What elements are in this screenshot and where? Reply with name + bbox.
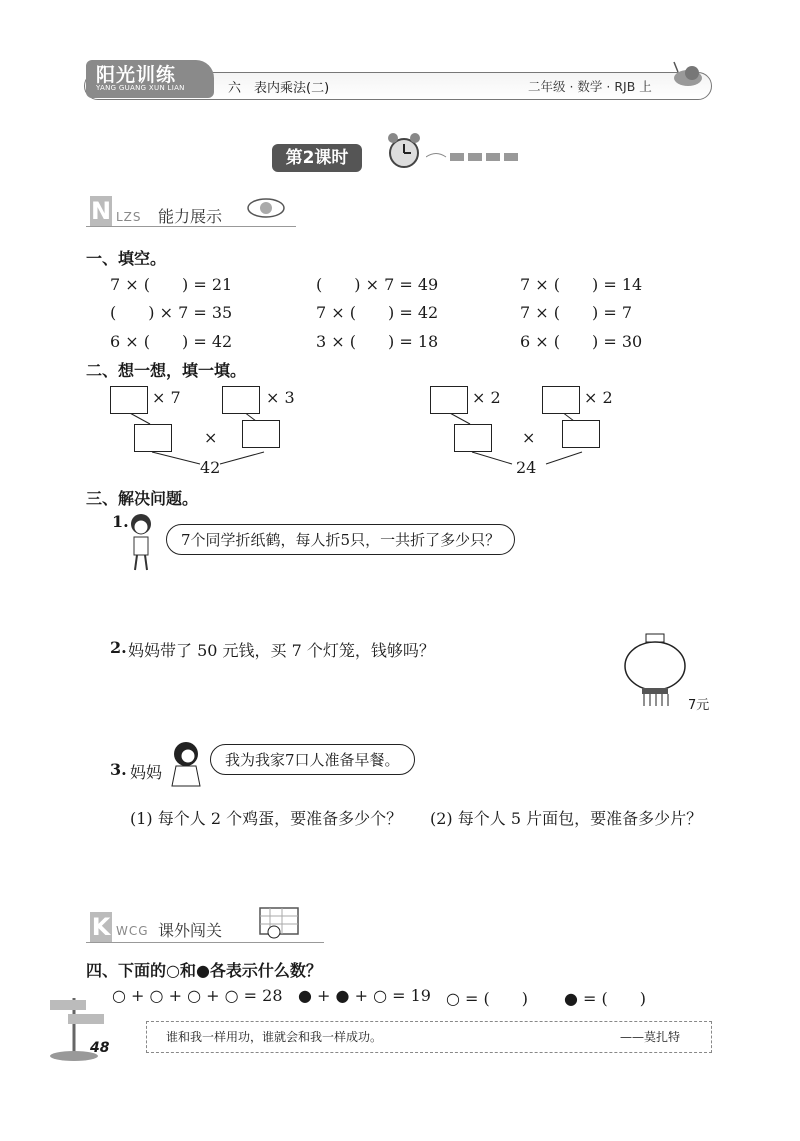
equation: ○ + ○ + ○ + ○ = 28 <box>112 986 283 1005</box>
answer-box[interactable] <box>110 386 148 414</box>
subquestion: (1) 每个人 2 个鸡蛋，要准备多少个？ <box>130 809 403 828</box>
section-code: WCG <box>116 924 149 938</box>
answer-blank[interactable]: ● = ( ) <box>564 989 647 1008</box>
snail-icon <box>668 58 708 88</box>
q1-r1-c1: 7 × ( ) = 21 <box>110 275 233 294</box>
decorative-dots <box>426 150 526 164</box>
answer-box[interactable] <box>222 386 260 414</box>
rocket-icon <box>244 190 290 224</box>
problem-number: 3. <box>110 760 127 779</box>
answer-box[interactable] <box>134 424 172 452</box>
problem-number: 1. <box>112 512 129 531</box>
lesson-title: 第2课时 <box>272 144 362 172</box>
section-letter: K <box>91 913 111 941</box>
answer-blank[interactable]: ○ = ( ) <box>446 989 529 1008</box>
q1-r2-c2: 7 × ( ) = 42 <box>316 303 439 322</box>
multiplier-label: × 3 <box>266 388 295 407</box>
product-label: 24 <box>516 458 537 477</box>
q1-r2-c3: 7 × ( ) = 7 <box>520 303 633 322</box>
answer-box[interactable] <box>542 386 580 414</box>
multiplier-label: × 7 <box>152 388 181 407</box>
subquestion: (2) 每个人 5 片面包，要准备多少片？ <box>430 809 703 828</box>
page-number: 48 <box>90 1040 110 1056</box>
section-title: 能力展示 <box>158 207 223 226</box>
times-sign: × <box>204 428 218 447</box>
lantern-icon <box>620 632 690 708</box>
speech-bubble: 我为我家7口人准备早餐。 <box>210 744 415 775</box>
answer-box[interactable] <box>430 386 468 414</box>
q1-r2-c1: ( ) × 7 = 35 <box>110 303 233 322</box>
price-label: 7元 <box>688 698 710 713</box>
q1-r1-c3: 7 × ( ) = 14 <box>520 275 643 294</box>
multiplier-label: × 2 <box>472 388 501 407</box>
answer-box[interactable] <box>242 420 280 448</box>
brand-pinyin: YANG GUANG XUN LIAN <box>96 84 185 92</box>
section-code: LZS <box>116 210 142 224</box>
quote-author: ——莫扎特 <box>620 1030 681 1044</box>
brand-logo <box>86 60 214 98</box>
problem-subject: 妈妈 <box>130 763 163 782</box>
grade-label: 二年级 · 数学 · RJB 上 <box>528 79 652 94</box>
answer-box[interactable] <box>454 424 492 452</box>
section-letter: N <box>90 197 112 225</box>
brand-title: 阳光训练 <box>96 64 177 86</box>
q3-heading: 三、解决问题。 <box>86 489 199 508</box>
q1-r1-c2: ( ) × 7 = 49 <box>316 275 439 294</box>
product-label: 42 <box>200 458 221 477</box>
multiplier-label: × 2 <box>584 388 613 407</box>
q4-heading: 四、下面的○和●各表示什么数？ <box>86 961 322 980</box>
q2-diagram-lines <box>100 380 720 480</box>
answer-box[interactable] <box>562 420 600 448</box>
speech-bubble: 7个同学折纸鹤，每人折5只，一共折了多少只？ <box>166 524 515 555</box>
q1-r3-c1: 6 × ( ) = 42 <box>110 332 233 351</box>
q2-heading: 二、想一想，填一填。 <box>86 361 247 380</box>
problem-text: 妈妈带了 50 元钱，买 7 个灯笼，钱够吗？ <box>128 641 435 660</box>
quote-text: 谁和我一样用功，谁就会和我一样成功。 <box>166 1030 383 1044</box>
equation: ● + ● + ○ = 19 <box>298 986 431 1005</box>
q1-r3-c2: 3 × ( ) = 18 <box>316 332 439 351</box>
soccer-goal-icon <box>256 904 302 940</box>
section-title: 课外闯关 <box>158 921 223 940</box>
q1-heading: 一、填空。 <box>86 249 167 268</box>
boy-icon <box>124 512 158 574</box>
alarm-clock-icon <box>384 130 426 172</box>
times-sign: × <box>522 428 536 447</box>
problem-number: 2. <box>110 638 127 657</box>
unit-title: 六 表内乘法(二) <box>228 81 330 96</box>
q1-r3-c3: 6 × ( ) = 30 <box>520 332 643 351</box>
mother-icon <box>166 740 210 790</box>
